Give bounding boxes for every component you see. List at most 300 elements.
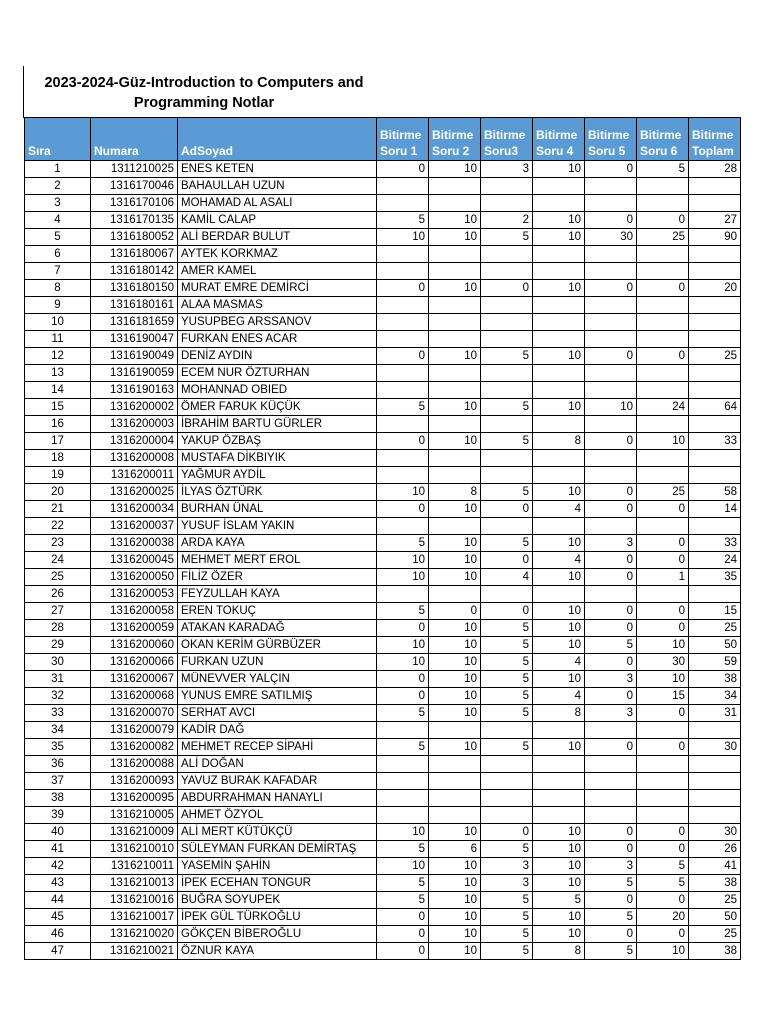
cell-soru-5[interactable]: 0 xyxy=(585,841,637,858)
cell-numara[interactable]: 1316180161 xyxy=(91,297,178,314)
cell-soru-6[interactable]: 10 xyxy=(637,637,689,654)
cell-soru-5[interactable] xyxy=(585,195,637,212)
cell-numara[interactable]: 1316200008 xyxy=(91,450,178,467)
cell-soru-2[interactable] xyxy=(429,195,481,212)
cell-soru-1[interactable] xyxy=(377,722,429,739)
cell-soru-3[interactable]: 5 xyxy=(481,739,533,756)
cell-toplam[interactable]: 20 xyxy=(689,280,741,297)
cell-soru-1[interactable] xyxy=(377,756,429,773)
cell-sira[interactable]: 31 xyxy=(25,671,91,688)
cell-soru-1[interactable]: 10 xyxy=(377,654,429,671)
cell-soru-1[interactable]: 5 xyxy=(377,705,429,722)
cell-sira[interactable]: 17 xyxy=(25,433,91,450)
cell-soru-3[interactable]: 0 xyxy=(481,280,533,297)
cell-adsoyad[interactable]: MEHMET RECEP SİPAHİ xyxy=(178,739,377,756)
cell-soru-2[interactable]: 10 xyxy=(429,569,481,586)
cell-soru-1[interactable]: 10 xyxy=(377,569,429,586)
cell-soru-3[interactable] xyxy=(481,722,533,739)
cell-soru-1[interactable]: 5 xyxy=(377,875,429,892)
cell-sira[interactable]: 9 xyxy=(25,297,91,314)
cell-adsoyad[interactable]: FURKAN UZUN xyxy=(178,654,377,671)
cell-soru-4[interactable]: 10 xyxy=(533,161,585,178)
cell-soru-1[interactable] xyxy=(377,263,429,280)
cell-soru-1[interactable]: 5 xyxy=(377,841,429,858)
cell-soru-4[interactable]: 10 xyxy=(533,229,585,246)
cell-soru-6[interactable]: 0 xyxy=(637,841,689,858)
cell-soru-4[interactable]: 10 xyxy=(533,637,585,654)
cell-soru-6[interactable]: 5 xyxy=(637,161,689,178)
cell-adsoyad[interactable]: YAĞMUR AYDİL xyxy=(178,467,377,484)
cell-numara[interactable]: 1316200079 xyxy=(91,722,178,739)
cell-soru-5[interactable]: 0 xyxy=(585,688,637,705)
cell-soru-1[interactable]: 10 xyxy=(377,552,429,569)
cell-soru-3[interactable] xyxy=(481,263,533,280)
cell-toplam[interactable] xyxy=(689,722,741,739)
cell-soru-2[interactable] xyxy=(429,756,481,773)
cell-sira[interactable]: 42 xyxy=(25,858,91,875)
cell-soru-3[interactable]: 5 xyxy=(481,705,533,722)
cell-soru-3[interactable]: 5 xyxy=(481,433,533,450)
cell-toplam[interactable] xyxy=(689,178,741,195)
cell-soru-4[interactable]: 10 xyxy=(533,212,585,229)
cell-soru-4[interactable] xyxy=(533,263,585,280)
cell-adsoyad[interactable]: MOHAMAD AL ASALI xyxy=(178,195,377,212)
cell-soru-3[interactable] xyxy=(481,773,533,790)
cell-soru-4[interactable]: 4 xyxy=(533,552,585,569)
cell-adsoyad[interactable]: ECEM NUR ÖZTURHAN xyxy=(178,365,377,382)
cell-numara[interactable]: 1316200002 xyxy=(91,399,178,416)
cell-soru-2[interactable] xyxy=(429,790,481,807)
cell-numara[interactable]: 1316170135 xyxy=(91,212,178,229)
cell-soru-1[interactable]: 0 xyxy=(377,433,429,450)
cell-numara[interactable]: 1316200025 xyxy=(91,484,178,501)
cell-sira[interactable]: 14 xyxy=(25,382,91,399)
cell-soru-3[interactable]: 5 xyxy=(481,637,533,654)
cell-soru-4[interactable]: 10 xyxy=(533,399,585,416)
cell-soru-6[interactable] xyxy=(637,382,689,399)
cell-soru-4[interactable] xyxy=(533,297,585,314)
cell-soru-1[interactable]: 10 xyxy=(377,229,429,246)
cell-soru-6[interactable] xyxy=(637,246,689,263)
cell-toplam[interactable]: 38 xyxy=(689,943,741,960)
cell-soru-2[interactable]: 10 xyxy=(429,739,481,756)
cell-numara[interactable]: 1316210005 xyxy=(91,807,178,824)
cell-adsoyad[interactable]: FEYZULLAH KAYA xyxy=(178,586,377,603)
cell-adsoyad[interactable]: BUĞRA SOYUPEK xyxy=(178,892,377,909)
header-toplam[interactable]: Bitirme Toplam xyxy=(689,118,741,161)
cell-soru-6[interactable]: 30 xyxy=(637,654,689,671)
cell-adsoyad[interactable]: İLYAS ÖZTÜRK xyxy=(178,484,377,501)
cell-soru-6[interactable]: 10 xyxy=(637,671,689,688)
cell-sira[interactable]: 32 xyxy=(25,688,91,705)
cell-sira[interactable]: 40 xyxy=(25,824,91,841)
cell-soru-4[interactable]: 10 xyxy=(533,858,585,875)
cell-adsoyad[interactable]: ÖZNUR KAYA xyxy=(178,943,377,960)
cell-soru-3[interactable]: 5 xyxy=(481,841,533,858)
cell-soru-4[interactable] xyxy=(533,773,585,790)
cell-sira[interactable]: 6 xyxy=(25,246,91,263)
cell-soru-1[interactable]: 5 xyxy=(377,212,429,229)
cell-adsoyad[interactable]: BURHAN ÜNAL xyxy=(178,501,377,518)
header-soru-6[interactable]: Bitirme Soru 6 xyxy=(637,118,689,161)
cell-soru-3[interactable] xyxy=(481,790,533,807)
cell-soru-5[interactable]: 0 xyxy=(585,280,637,297)
cell-soru-3[interactable]: 5 xyxy=(481,926,533,943)
cell-toplam[interactable]: 38 xyxy=(689,671,741,688)
cell-adsoyad[interactable]: AHMET ÖZYOL xyxy=(178,807,377,824)
cell-sira[interactable]: 26 xyxy=(25,586,91,603)
cell-sira[interactable]: 10 xyxy=(25,314,91,331)
cell-soru-3[interactable]: 5 xyxy=(481,671,533,688)
cell-soru-6[interactable]: 0 xyxy=(637,824,689,841)
cell-soru-5[interactable] xyxy=(585,586,637,603)
cell-soru-5[interactable]: 30 xyxy=(585,229,637,246)
cell-soru-4[interactable] xyxy=(533,246,585,263)
cell-soru-5[interactable]: 0 xyxy=(585,212,637,229)
cell-toplam[interactable]: 64 xyxy=(689,399,741,416)
cell-adsoyad[interactable]: ALİ BERDAR BULUT xyxy=(178,229,377,246)
cell-numara[interactable]: 1316190163 xyxy=(91,382,178,399)
cell-soru-6[interactable]: 0 xyxy=(637,620,689,637)
cell-soru-2[interactable] xyxy=(429,331,481,348)
cell-adsoyad[interactable]: YAKUP ÖZBAŞ xyxy=(178,433,377,450)
cell-sira[interactable]: 8 xyxy=(25,280,91,297)
cell-toplam[interactable]: 25 xyxy=(689,892,741,909)
cell-soru-3[interactable]: 0 xyxy=(481,501,533,518)
cell-soru-5[interactable] xyxy=(585,416,637,433)
cell-adsoyad[interactable]: ALİ DOĞAN xyxy=(178,756,377,773)
cell-toplam[interactable]: 31 xyxy=(689,705,741,722)
cell-adsoyad[interactable]: YUSUPBEG ARSSANOV xyxy=(178,314,377,331)
cell-adsoyad[interactable]: FİLİZ ÖZER xyxy=(178,569,377,586)
cell-soru-1[interactable]: 5 xyxy=(377,535,429,552)
cell-adsoyad[interactable]: İPEK ECEHAN TONGUR xyxy=(178,875,377,892)
cell-soru-1[interactable]: 0 xyxy=(377,926,429,943)
cell-soru-4[interactable]: 10 xyxy=(533,603,585,620)
cell-soru-2[interactable] xyxy=(429,297,481,314)
cell-soru-4[interactable]: 10 xyxy=(533,824,585,841)
cell-soru-6[interactable] xyxy=(637,467,689,484)
cell-sira[interactable]: 2 xyxy=(25,178,91,195)
cell-soru-1[interactable] xyxy=(377,382,429,399)
header-soru-5[interactable]: Bitirme Soru 5 xyxy=(585,118,637,161)
cell-numara[interactable]: 1316200053 xyxy=(91,586,178,603)
cell-toplam[interactable]: 25 xyxy=(689,348,741,365)
cell-soru-5[interactable] xyxy=(585,790,637,807)
cell-toplam[interactable]: 50 xyxy=(689,637,741,654)
cell-numara[interactable]: 1316200038 xyxy=(91,535,178,552)
cell-soru-4[interactable] xyxy=(533,756,585,773)
cell-toplam[interactable] xyxy=(689,790,741,807)
cell-sira[interactable]: 21 xyxy=(25,501,91,518)
cell-soru-3[interactable] xyxy=(481,807,533,824)
cell-soru-1[interactable] xyxy=(377,314,429,331)
cell-soru-5[interactable]: 3 xyxy=(585,858,637,875)
cell-adsoyad[interactable]: MÜNEVVER YALÇIN xyxy=(178,671,377,688)
cell-soru-2[interactable] xyxy=(429,807,481,824)
cell-adsoyad[interactable]: BAHAULLAH UZUN xyxy=(178,178,377,195)
cell-toplam[interactable] xyxy=(689,586,741,603)
cell-soru-2[interactable]: 10 xyxy=(429,280,481,297)
header-soru-1[interactable]: Bitirme Soru 1 xyxy=(377,118,429,161)
cell-sira[interactable]: 41 xyxy=(25,841,91,858)
cell-soru-4[interactable]: 8 xyxy=(533,705,585,722)
cell-soru-2[interactable]: 10 xyxy=(429,501,481,518)
cell-soru-5[interactable] xyxy=(585,722,637,739)
cell-toplam[interactable] xyxy=(689,263,741,280)
cell-adsoyad[interactable]: İBRAHİM BARTU GÜRLER xyxy=(178,416,377,433)
cell-soru-6[interactable] xyxy=(637,518,689,535)
cell-numara[interactable]: 1316170106 xyxy=(91,195,178,212)
cell-numara[interactable]: 1316200004 xyxy=(91,433,178,450)
cell-numara[interactable]: 1316200034 xyxy=(91,501,178,518)
cell-soru-1[interactable] xyxy=(377,365,429,382)
cell-soru-4[interactable] xyxy=(533,722,585,739)
cell-soru-4[interactable] xyxy=(533,195,585,212)
cell-soru-2[interactable] xyxy=(429,263,481,280)
cell-soru-3[interactable]: 5 xyxy=(481,399,533,416)
cell-numara[interactable]: 1316200082 xyxy=(91,739,178,756)
cell-numara[interactable]: 1316210021 xyxy=(91,943,178,960)
cell-soru-6[interactable]: 0 xyxy=(637,212,689,229)
cell-soru-5[interactable]: 5 xyxy=(585,943,637,960)
cell-sira[interactable]: 46 xyxy=(25,926,91,943)
cell-sira[interactable]: 15 xyxy=(25,399,91,416)
cell-soru-1[interactable]: 5 xyxy=(377,739,429,756)
cell-soru-3[interactable]: 5 xyxy=(481,909,533,926)
cell-soru-2[interactable] xyxy=(429,246,481,263)
cell-soru-2[interactable]: 10 xyxy=(429,399,481,416)
cell-soru-6[interactable]: 10 xyxy=(637,433,689,450)
cell-soru-2[interactable] xyxy=(429,467,481,484)
cell-soru-6[interactable] xyxy=(637,297,689,314)
cell-soru-5[interactable] xyxy=(585,246,637,263)
cell-soru-3[interactable]: 0 xyxy=(481,603,533,620)
cell-soru-6[interactable]: 0 xyxy=(637,603,689,620)
cell-soru-5[interactable] xyxy=(585,331,637,348)
cell-soru-1[interactable]: 10 xyxy=(377,824,429,841)
cell-numara[interactable]: 1311210025 xyxy=(91,161,178,178)
cell-numara[interactable]: 1316210016 xyxy=(91,892,178,909)
cell-numara[interactable]: 1316200045 xyxy=(91,552,178,569)
cell-adsoyad[interactable]: OKAN KERİM GÜRBÜZER xyxy=(178,637,377,654)
cell-soru-4[interactable]: 8 xyxy=(533,943,585,960)
cell-soru-3[interactable] xyxy=(481,450,533,467)
cell-toplam[interactable]: 33 xyxy=(689,535,741,552)
cell-sira[interactable]: 38 xyxy=(25,790,91,807)
header-adsoyad[interactable]: AdSoyad xyxy=(178,118,377,161)
cell-numara[interactable]: 1316200060 xyxy=(91,637,178,654)
cell-soru-4[interactable]: 8 xyxy=(533,433,585,450)
cell-soru-1[interactable] xyxy=(377,790,429,807)
cell-numara[interactable]: 1316180142 xyxy=(91,263,178,280)
cell-soru-6[interactable] xyxy=(637,416,689,433)
cell-soru-2[interactable]: 10 xyxy=(429,620,481,637)
cell-toplam[interactable]: 41 xyxy=(689,858,741,875)
cell-adsoyad[interactable]: YUNUS EMRE SATILMIŞ xyxy=(178,688,377,705)
cell-soru-1[interactable]: 0 xyxy=(377,161,429,178)
cell-numara[interactable]: 1316180150 xyxy=(91,280,178,297)
cell-toplam[interactable] xyxy=(689,331,741,348)
cell-soru-1[interactable] xyxy=(377,586,429,603)
cell-adsoyad[interactable]: ALAA MASMAS xyxy=(178,297,377,314)
cell-numara[interactable]: 1316200003 xyxy=(91,416,178,433)
cell-adsoyad[interactable]: YUSUF İSLAM YAKIN xyxy=(178,518,377,535)
cell-soru-6[interactable] xyxy=(637,178,689,195)
cell-adsoyad[interactable]: KADİR DAĞ xyxy=(178,722,377,739)
cell-toplam[interactable]: 14 xyxy=(689,501,741,518)
cell-adsoyad[interactable]: AMER KAMEL xyxy=(178,263,377,280)
cell-soru-5[interactable] xyxy=(585,450,637,467)
cell-adsoyad[interactable]: İPEK GÜL TÜRKOĞLU xyxy=(178,909,377,926)
cell-toplam[interactable] xyxy=(689,416,741,433)
cell-numara[interactable]: 1316200070 xyxy=(91,705,178,722)
cell-soru-6[interactable]: 5 xyxy=(637,875,689,892)
cell-numara[interactable]: 1316181659 xyxy=(91,314,178,331)
cell-soru-6[interactable]: 25 xyxy=(637,229,689,246)
cell-numara[interactable]: 1316200037 xyxy=(91,518,178,535)
cell-numara[interactable]: 1316200088 xyxy=(91,756,178,773)
cell-soru-2[interactable]: 10 xyxy=(429,229,481,246)
cell-numara[interactable]: 1316200093 xyxy=(91,773,178,790)
cell-adsoyad[interactable]: MUSTAFA DİKBIYIK xyxy=(178,450,377,467)
cell-sira[interactable]: 44 xyxy=(25,892,91,909)
cell-soru-4[interactable]: 10 xyxy=(533,280,585,297)
cell-soru-3[interactable]: 5 xyxy=(481,620,533,637)
cell-soru-2[interactable]: 10 xyxy=(429,552,481,569)
cell-toplam[interactable] xyxy=(689,195,741,212)
cell-soru-3[interactable]: 5 xyxy=(481,229,533,246)
cell-sira[interactable]: 23 xyxy=(25,535,91,552)
cell-soru-3[interactable]: 5 xyxy=(481,535,533,552)
cell-numara[interactable]: 1316200050 xyxy=(91,569,178,586)
cell-adsoyad[interactable]: MEHMET MERT EROL xyxy=(178,552,377,569)
cell-soru-5[interactable]: 3 xyxy=(585,705,637,722)
cell-soru-2[interactable] xyxy=(429,773,481,790)
cell-soru-6[interactable] xyxy=(637,195,689,212)
cell-sira[interactable]: 24 xyxy=(25,552,91,569)
cell-sira[interactable]: 35 xyxy=(25,739,91,756)
cell-soru-6[interactable]: 5 xyxy=(637,858,689,875)
cell-soru-2[interactable]: 10 xyxy=(429,909,481,926)
header-soru-4[interactable]: Bitirme Soru 4 xyxy=(533,118,585,161)
cell-toplam[interactable]: 50 xyxy=(689,909,741,926)
cell-sira[interactable]: 7 xyxy=(25,263,91,280)
cell-soru-6[interactable]: 0 xyxy=(637,280,689,297)
cell-soru-2[interactable]: 10 xyxy=(429,926,481,943)
cell-soru-1[interactable] xyxy=(377,178,429,195)
cell-soru-5[interactable]: 0 xyxy=(585,926,637,943)
cell-soru-4[interactable]: 10 xyxy=(533,620,585,637)
cell-sira[interactable]: 47 xyxy=(25,943,91,960)
cell-soru-1[interactable]: 10 xyxy=(377,858,429,875)
cell-numara[interactable]: 1316200067 xyxy=(91,671,178,688)
cell-numara[interactable]: 1316170046 xyxy=(91,178,178,195)
cell-soru-3[interactable]: 2 xyxy=(481,212,533,229)
cell-sira[interactable]: 34 xyxy=(25,722,91,739)
cell-soru-4[interactable] xyxy=(533,467,585,484)
cell-soru-5[interactable] xyxy=(585,297,637,314)
cell-soru-2[interactable]: 10 xyxy=(429,892,481,909)
cell-adsoyad[interactable]: ARDA KAYA xyxy=(178,535,377,552)
cell-soru-5[interactable] xyxy=(585,467,637,484)
cell-sira[interactable]: 39 xyxy=(25,807,91,824)
cell-toplam[interactable] xyxy=(689,773,741,790)
cell-soru-2[interactable]: 10 xyxy=(429,943,481,960)
cell-soru-3[interactable] xyxy=(481,246,533,263)
cell-toplam[interactable]: 90 xyxy=(689,229,741,246)
cell-soru-3[interactable] xyxy=(481,314,533,331)
cell-soru-6[interactable] xyxy=(637,756,689,773)
cell-sira[interactable]: 3 xyxy=(25,195,91,212)
cell-soru-6[interactable]: 15 xyxy=(637,688,689,705)
cell-soru-3[interactable] xyxy=(481,195,533,212)
cell-adsoyad[interactable]: AYTEK KORKMAZ xyxy=(178,246,377,263)
cell-soru-3[interactable]: 5 xyxy=(481,943,533,960)
cell-soru-4[interactable]: 10 xyxy=(533,926,585,943)
cell-soru-1[interactable]: 0 xyxy=(377,943,429,960)
cell-adsoyad[interactable]: ENES KETEN xyxy=(178,161,377,178)
cell-soru-5[interactable]: 3 xyxy=(585,671,637,688)
cell-soru-6[interactable] xyxy=(637,314,689,331)
cell-soru-1[interactable] xyxy=(377,195,429,212)
cell-soru-6[interactable]: 0 xyxy=(637,892,689,909)
cell-soru-1[interactable]: 5 xyxy=(377,892,429,909)
cell-soru-5[interactable]: 5 xyxy=(585,909,637,926)
cell-soru-4[interactable]: 4 xyxy=(533,501,585,518)
cell-soru-3[interactable]: 0 xyxy=(481,824,533,841)
cell-soru-5[interactable]: 0 xyxy=(585,603,637,620)
cell-toplam[interactable] xyxy=(689,382,741,399)
cell-soru-3[interactable]: 5 xyxy=(481,348,533,365)
cell-adsoyad[interactable]: ATAKAN KARADAĞ xyxy=(178,620,377,637)
cell-numara[interactable]: 1316210011 xyxy=(91,858,178,875)
cell-toplam[interactable] xyxy=(689,297,741,314)
cell-soru-5[interactable] xyxy=(585,518,637,535)
cell-soru-1[interactable]: 0 xyxy=(377,501,429,518)
cell-soru-4[interactable]: 10 xyxy=(533,841,585,858)
cell-soru-2[interactable]: 10 xyxy=(429,858,481,875)
cell-adsoyad[interactable]: MURAT EMRE DEMİRCİ xyxy=(178,280,377,297)
cell-sira[interactable]: 28 xyxy=(25,620,91,637)
cell-soru-6[interactable]: 1 xyxy=(637,569,689,586)
cell-adsoyad[interactable]: ÖMER FARUK KÜÇÜK xyxy=(178,399,377,416)
cell-sira[interactable]: 22 xyxy=(25,518,91,535)
cell-soru-5[interactable] xyxy=(585,756,637,773)
cell-toplam[interactable] xyxy=(689,807,741,824)
cell-toplam[interactable] xyxy=(689,365,741,382)
cell-toplam[interactable] xyxy=(689,314,741,331)
cell-numara[interactable]: 1316200058 xyxy=(91,603,178,620)
header-numara[interactable]: Numara xyxy=(91,118,178,161)
cell-soru-3[interactable]: 0 xyxy=(481,552,533,569)
cell-soru-4[interactable]: 4 xyxy=(533,688,585,705)
cell-soru-5[interactable]: 0 xyxy=(585,484,637,501)
cell-soru-2[interactable]: 10 xyxy=(429,212,481,229)
cell-soru-4[interactable]: 10 xyxy=(533,535,585,552)
cell-soru-2[interactable]: 10 xyxy=(429,671,481,688)
cell-soru-4[interactable]: 10 xyxy=(533,739,585,756)
cell-toplam[interactable]: 58 xyxy=(689,484,741,501)
cell-soru-6[interactable] xyxy=(637,365,689,382)
cell-soru-2[interactable]: 8 xyxy=(429,484,481,501)
cell-soru-1[interactable] xyxy=(377,246,429,263)
cell-numara[interactable]: 1316200059 xyxy=(91,620,178,637)
cell-soru-6[interactable] xyxy=(637,450,689,467)
cell-numara[interactable]: 1316190049 xyxy=(91,348,178,365)
cell-soru-6[interactable]: 25 xyxy=(637,484,689,501)
cell-soru-3[interactable]: 3 xyxy=(481,161,533,178)
